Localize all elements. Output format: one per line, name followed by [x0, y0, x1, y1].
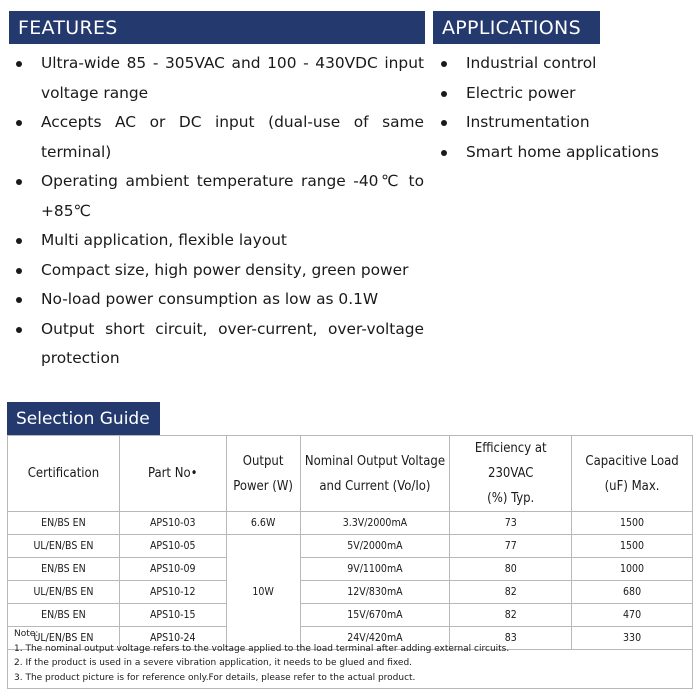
table-notes	[7, 625, 693, 689]
feature-item: No-load power consumption as low as 0.1W	[16, 285, 424, 315]
cell-efficiency: 73	[450, 512, 572, 535]
cell-nominal-output: 3.3V/2000mA	[300, 512, 450, 535]
header-certification: Certification	[8, 436, 120, 512]
header-part-no: Part No•	[119, 436, 226, 512]
features-list	[16, 49, 424, 374]
header-capacitive-load: Capacitive Load (uF) Max.	[572, 436, 693, 512]
cell-certification: EN/BS EN	[8, 604, 120, 627]
cell-efficiency: 77	[450, 535, 572, 558]
header-efficiency: Efficiency at 230VAC (%) Typ.	[450, 436, 572, 512]
cell-certification: UL/EN/BS EN	[8, 535, 120, 558]
applications-title: APPLICATIONS	[442, 16, 581, 39]
table-row	[8, 604, 693, 627]
table-row	[8, 558, 693, 581]
cell-certification: UL/EN/BS EN	[8, 627, 120, 650]
note-line: 1. The nominal output voltage refers to the voltage applied to the load terminal after adding external circuits.	[14, 643, 510, 654]
cell-certification: EN/BS EN	[8, 512, 120, 535]
bullet-icon	[441, 61, 447, 67]
bullet-icon	[16, 179, 22, 185]
selection-guide-heading	[7, 402, 160, 435]
cell-certification: EN/BS EN	[8, 558, 120, 581]
cell-capacitive-load: 330	[572, 627, 693, 650]
cell-capacitive-load: 680	[572, 581, 693, 604]
header-output-power: Output Power (W)	[226, 436, 300, 512]
feature-item: Ultra-wide 85 - 305VAC and 100 - 430VDC input voltage range	[16, 49, 424, 108]
features-heading	[9, 11, 425, 44]
cell-capacitive-load: 1500	[572, 535, 693, 558]
bullet-icon	[441, 150, 447, 156]
application-item: Instrumentation	[441, 108, 686, 138]
bullet-icon	[16, 327, 22, 333]
notes-label: Note:	[14, 629, 39, 639]
applications-list	[441, 49, 686, 167]
feature-item: Multi application, flexible layout	[16, 226, 424, 256]
cell-nominal-output: 24V/420mA	[300, 627, 450, 650]
bullet-icon	[16, 61, 22, 67]
cell-part-no: APS10-15	[119, 604, 226, 627]
application-item: Smart home applications	[441, 138, 686, 168]
cell-part-no: APS10-03	[119, 512, 226, 535]
cell-nominal-output: 12V/830mA	[300, 581, 450, 604]
bullet-icon	[16, 120, 22, 126]
bullet-icon	[16, 297, 22, 303]
cell-efficiency: 83	[450, 627, 572, 650]
cell-capacitive-load: 470	[572, 604, 693, 627]
feature-item: Operating ambient temperature range -40℃ to +85℃	[16, 167, 424, 226]
cell-part-no: APS10-24	[119, 627, 226, 650]
application-item: Industrial control	[441, 49, 686, 79]
selection-guide-title: Selection Guide	[16, 408, 150, 429]
cell-efficiency: 82	[450, 581, 572, 604]
cell-nominal-output: 15V/670mA	[300, 604, 450, 627]
cell-part-no: APS10-05	[119, 535, 226, 558]
feature-item: Compact size, high power density, green power	[16, 256, 424, 286]
cell-nominal-output: 5V/2000mA	[300, 535, 450, 558]
table-row	[8, 512, 693, 535]
feature-item: Accepts AC or DC input (dual-use of same terminal)	[16, 108, 424, 167]
bullet-icon	[441, 120, 447, 126]
cell-part-no: APS10-09	[119, 558, 226, 581]
bullet-icon	[441, 91, 447, 97]
selection-guide-table	[7, 435, 693, 650]
cell-part-no: APS10-12	[119, 581, 226, 604]
table-row	[8, 581, 693, 604]
features-title: FEATURES	[18, 16, 118, 39]
cell-capacitive-load: 1500	[572, 512, 693, 535]
table-row	[8, 535, 693, 558]
application-item: Electric power	[441, 79, 686, 109]
cell-capacitive-load: 1000	[572, 558, 693, 581]
cell-output-power: 6.6W	[226, 512, 300, 535]
cell-efficiency: 82	[450, 604, 572, 627]
bullet-icon	[16, 268, 22, 274]
cell-certification: UL/EN/BS EN	[8, 581, 120, 604]
table-header-row	[8, 436, 693, 512]
feature-item: Output short circuit, over-current, over-voltage protection	[16, 315, 424, 374]
note-line: 2. If the product is used in a severe vibration application, it needs to be glued and fixed.	[14, 658, 413, 669]
applications-heading	[433, 11, 600, 44]
cell-efficiency: 80	[450, 558, 572, 581]
cell-nominal-output: 9V/1100mA	[300, 558, 450, 581]
bullet-icon	[16, 238, 22, 244]
header-nominal-output: Nominal Output Voltage and Current (Vo/Io)	[300, 436, 450, 512]
cell-output-power: 10W	[226, 535, 300, 650]
note-line: 3. The product picture is for reference only.For details, please refer to the actual product.	[14, 672, 416, 683]
